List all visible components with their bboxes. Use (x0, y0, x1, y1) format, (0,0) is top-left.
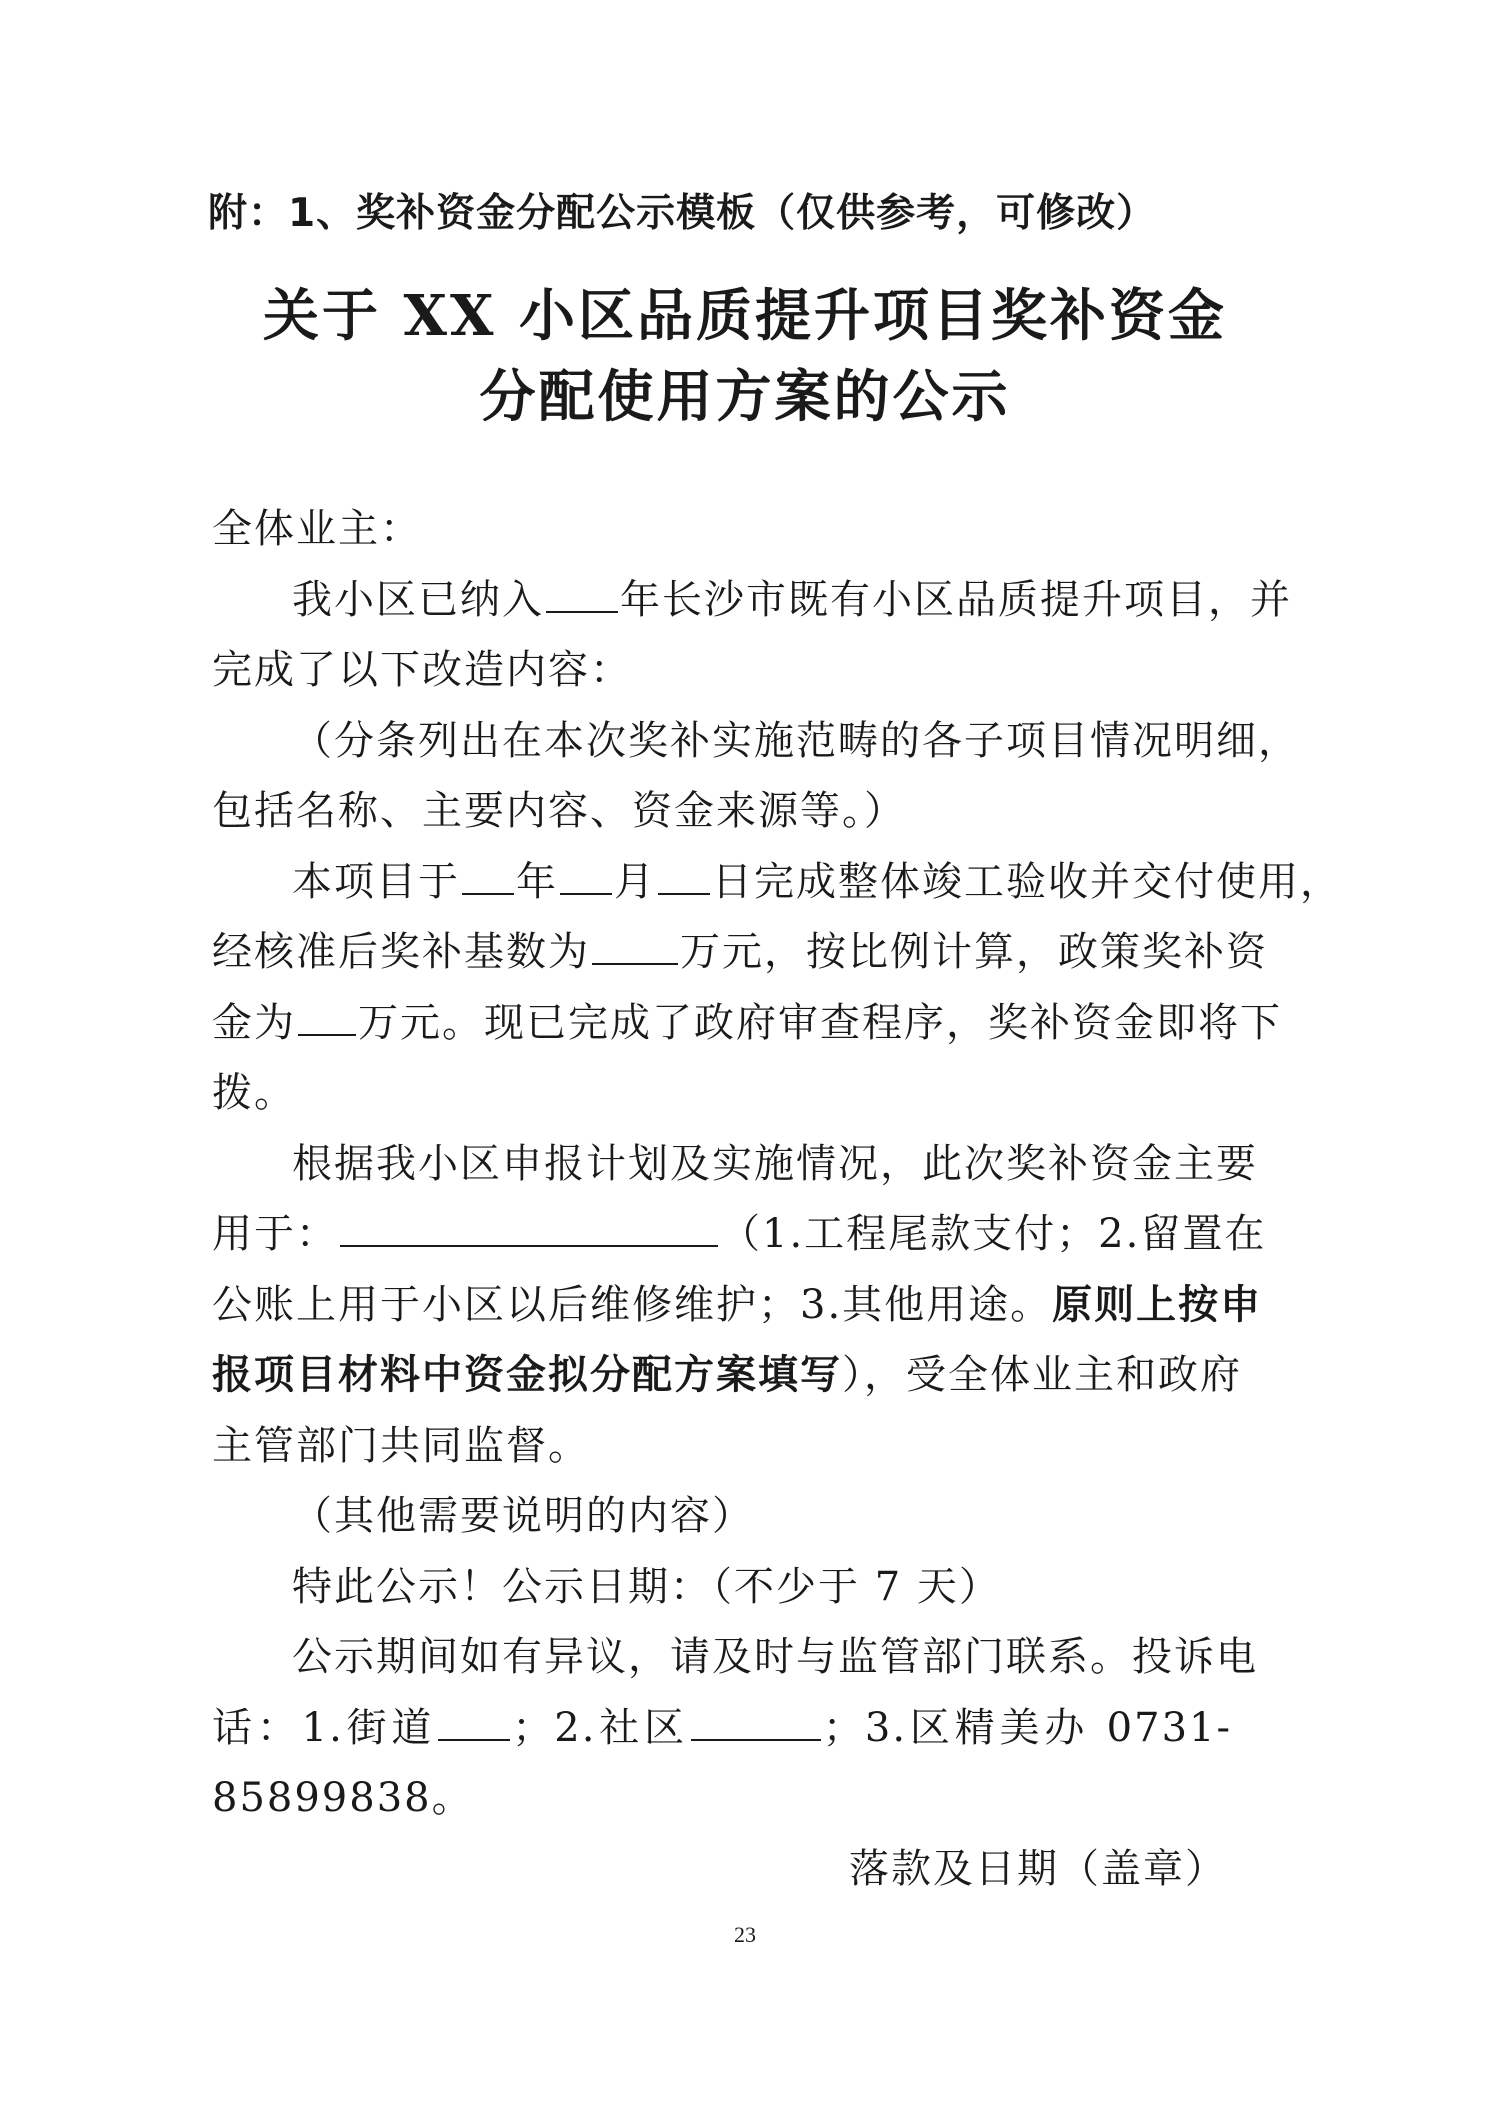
text-segment: 本项目于 (292, 858, 460, 905)
subdistrict-phone-blank (438, 1695, 510, 1741)
salutation: 全体业主： (212, 506, 422, 552)
paragraph-4-line-2 (212, 1199, 1267, 1270)
text-segment: 公账上用于小区以后维修维护；3.其他用途。 (212, 1281, 1053, 1328)
paragraph-2-line-1: （分条列出在本次奖补实施范畴的各子项目情况明细， (292, 717, 1300, 764)
text-segment: 话：1.街道 (212, 1704, 437, 1751)
text-segment: 日完成整体竣工验收并交付使用， (712, 858, 1342, 905)
paragraph-3-line-2 (212, 917, 1268, 988)
paragraph-7-line-1: 公示期间如有异议，请及时与监管部门联系。投诉电 (292, 1634, 1258, 1680)
text-segment: ；3.区精美办 0731- (822, 1704, 1232, 1751)
paragraph-4-line-4 (212, 1340, 1242, 1411)
paragraph-2-line-2: 包括名称、主要内容、资金来源等。） (212, 788, 906, 834)
document-title-line-1: 关于 XX 小区品质提升项目奖补资金 (263, 283, 1227, 349)
document-body (212, 494, 1342, 1904)
paragraph-1-line-2: 完成了以下改造内容： (212, 647, 632, 693)
text-segment: 万元。现已完成了政府审查程序，奖补资金即将下 (358, 999, 1282, 1046)
text-segment: 年长沙市既有小区品质提升项目，并 (620, 576, 1292, 623)
community-phone-blank (691, 1695, 821, 1741)
paragraph-6: 特此公示！公示日期：（不少于 7 天） (292, 1563, 1001, 1610)
paragraph-4-line-5: 主管部门共同监督。 (212, 1422, 590, 1469)
text-segment: 金为 (212, 999, 296, 1046)
bold-text-segment: 报项目材料中资金拟分配方案填写 (212, 1351, 842, 1398)
text-segment: 我小区已纳入 (292, 576, 544, 623)
paragraph-4-line-1: 根据我小区申报计划及实施情况，此次奖补资金主要 (292, 1140, 1258, 1187)
text-segment: 月 (614, 858, 656, 905)
paragraph-7-line-3: 85899838。 (212, 1775, 474, 1821)
paragraph-1-line-1 (212, 565, 1292, 636)
bold-text-segment: 原则上按申 (1052, 1280, 1263, 1328)
signature-line: 落款及日期（盖章） (849, 1845, 1227, 1892)
page-number: 23 (734, 1922, 756, 1947)
paragraph-3-line-1 (212, 847, 1342, 918)
text-segment: 经核准后奖补基数为 (212, 929, 590, 975)
award-amount-blank (298, 990, 356, 1036)
paragraph-5: （其他需要说明的内容） (292, 1493, 754, 1539)
text-segment: 用于： (212, 1211, 338, 1257)
text-segment: （1.工程尾款支付；2.留置在 (720, 1211, 1267, 1257)
usage-blank (340, 1201, 718, 1247)
text-segment: 年 (516, 858, 558, 905)
year-blank (546, 567, 618, 613)
text-segment: ；2.社区 (512, 1704, 689, 1751)
paragraph-7-line-2 (212, 1693, 1232, 1764)
day-blank (658, 849, 710, 895)
text-segment: ），受全体业主和政府 (842, 1352, 1242, 1398)
paragraph-3-line-4: 拨。 (212, 1070, 296, 1116)
month-blank (560, 849, 612, 895)
year-blank (462, 849, 514, 895)
base-amount-blank (592, 919, 678, 965)
document-title-line-2: 分配使用方案的公示 (479, 364, 1011, 430)
paragraph-3-line-3 (212, 988, 1282, 1059)
text-segment: 万元，按比例计算，政策奖补资 (680, 929, 1268, 975)
paragraph-4-line-3 (212, 1270, 1263, 1341)
annex-heading: 附：1、奖补资金分配公示模板（仅供参考，可修改） (208, 191, 1157, 236)
